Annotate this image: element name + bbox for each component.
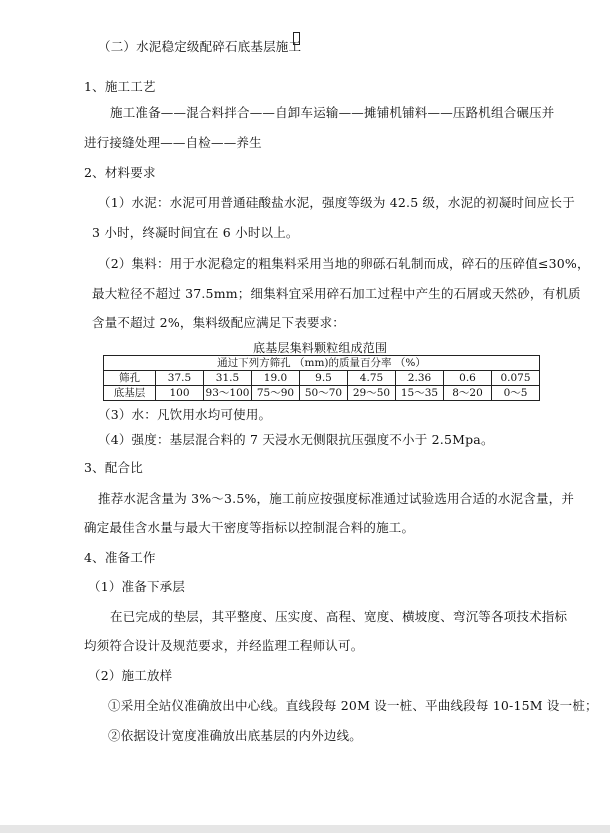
prep-subtitle-1: （1）准备下承层: [88, 579, 186, 594]
table-cell: 0.6: [444, 371, 492, 386]
table-cell: 9.5: [300, 371, 348, 386]
table-cell: 0～5: [492, 386, 540, 401]
process-line-2: 进行接缝处理——自检——养生: [84, 135, 262, 150]
table-cell: 19.0: [252, 371, 300, 386]
process-line-1: 施工准备——混合料拌合——自卸车运输——摊铺机铺料——压路机组合碾压并: [110, 105, 555, 120]
table-cell: 29～50: [348, 386, 396, 401]
table-header-row: [104, 356, 540, 371]
table-cell: 93～100: [204, 386, 252, 401]
table-cell: 37.5: [156, 371, 204, 386]
table-cell: 8～20: [444, 386, 492, 401]
table-cell: 50～70: [300, 386, 348, 401]
cement-line-1: （1）水泥：水泥可用普通硅酸盐水泥，强度等级为 42.5 级，水泥的初凝时间应长于: [98, 195, 575, 210]
stakeout-line-2: ②依据设计宽度准确放出底基层的内外边线。: [108, 728, 363, 743]
aggregate-line-1: （2）集料：用于水泥稳定的粗集料采用当地的卵砾石轧制而成，碎石的压碎值≤30%，: [98, 256, 590, 271]
heading-preparation: 4、准备工作: [84, 550, 156, 565]
row-label-sieve: 筛孔: [104, 371, 156, 386]
gradation-table: [103, 355, 540, 401]
page-bottom-bar: [0, 825, 610, 833]
cement-line-2: 3 小时，终凝时间宜在 6 小时以上。: [92, 225, 299, 240]
table-cell: 100: [156, 386, 204, 401]
table-row: [104, 371, 540, 386]
water-requirement: （3）水：凡饮用水均可使用。: [98, 407, 272, 422]
stakeout-line-1: ①采用全站仪准确放出中心线。直线段每 20M 设一桩、平曲线段每 10-15M 设一桩；: [108, 698, 598, 713]
table-caption: 底基层集料颗粒组成范围: [253, 341, 388, 355]
table-cell: 2.36: [396, 371, 444, 386]
section-title: （二）水泥稳定级配碎石底基层施工: [98, 39, 302, 54]
table-cell: 0.075: [492, 371, 540, 386]
table-row: [104, 386, 540, 401]
heading-material-requirements: 2、材料要求: [84, 165, 156, 180]
prep1-line-2: 均须符合设计及规范要求，并经监理工程师认可。: [84, 638, 364, 653]
prep1-line-1: 在已完成的垫层，其平整度、压实度、高程、宽度、横坡度、弯沉等各项技术指标: [110, 609, 568, 624]
table-header: 通过下列方筛孔 （mm)的质量百分率 （%）: [104, 356, 540, 371]
table-cell: 15～35: [396, 386, 444, 401]
table-cell: 4.75: [348, 371, 396, 386]
heading-mix-ratio: 3、配合比: [84, 460, 143, 475]
placeholder-box-icon: [293, 32, 300, 45]
aggregate-line-3: 含量不超过 2%，集料级配应满足下表要求：: [92, 315, 346, 330]
table-cell: 75～90: [252, 386, 300, 401]
mix-line-2: 确定最佳含水量与最大干密度等指标以控制混合料的施工。: [84, 520, 415, 535]
strength-requirement: （4）强度：基层混合料的 7 天浸水无侧限抗压强度不小于 2.5Mpa。: [98, 432, 494, 447]
table-cell: 31.5: [204, 371, 252, 386]
prep-subtitle-2: （2）施工放样: [88, 668, 173, 683]
mix-line-1: 推荐水泥含量为 3%～3.5%，施工前应按强度标准通过试验选用合适的水泥含量，并: [98, 491, 575, 506]
heading-construction-process: 1、施工工艺: [84, 79, 156, 94]
aggregate-line-2: 最大粒径不超过 37.5mm；细集料宜采用碎石加工过程中产生的石屑或天然砂，有机质: [92, 286, 581, 301]
row-label-subbase: 底基层: [104, 386, 156, 401]
